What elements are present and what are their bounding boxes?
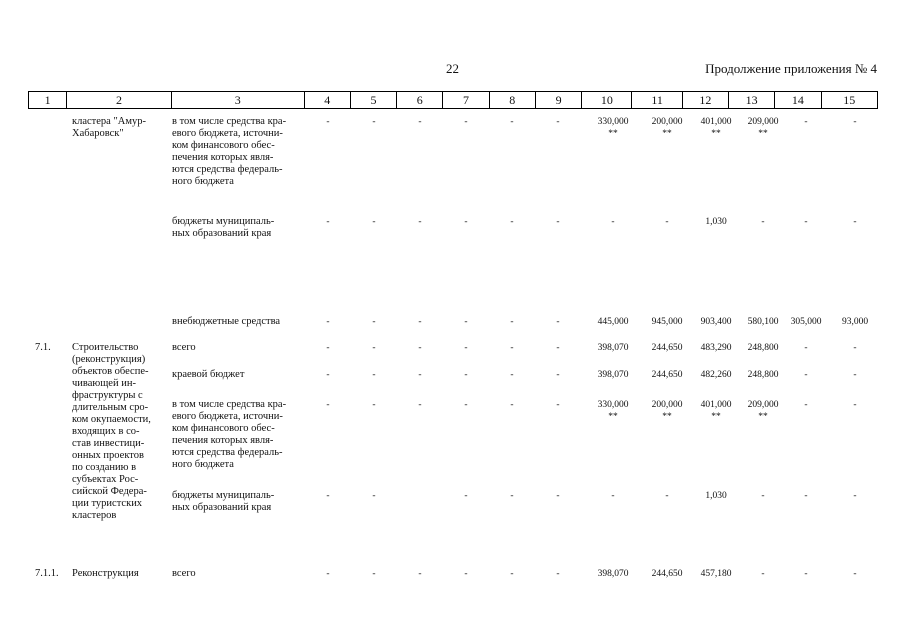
value-cell: -: [326, 400, 330, 410]
column-header: 8: [489, 92, 535, 109]
value-cell: -: [556, 343, 560, 353]
funding-source: в том числе средства кра- евого бюджета, источни- ком финансового обес- печения которых явля- ются средства федераль- ного бюджета: [172, 399, 287, 470]
value-cell: -: [372, 317, 376, 327]
column-header: 14: [775, 92, 821, 109]
value-cell: 445,000: [597, 317, 629, 327]
continuation-label: Продолжение приложения № 4: [705, 61, 877, 76]
value-cell: -: [761, 491, 765, 501]
value-cell: -: [464, 569, 468, 579]
row-name: Строительство (реконструкция) объектов обеспе- чивающей ин- фраструктуры с длительным сро- ком окупаемости, входящих в со- став инвестици- онных проектов по созданию в субъектах Рос- сийской Федера- ции туристских кластеров: [72, 342, 151, 521]
value-cell: 401,000 **: [700, 400, 732, 422]
value-cell: -: [464, 117, 468, 127]
value-cell: -: [464, 317, 468, 327]
column-header: 3: [171, 92, 304, 109]
column-header: 15: [821, 92, 877, 109]
value-cell: -: [853, 217, 857, 227]
funding-source: краевой бюджет: [172, 369, 245, 380]
value-cell: -: [418, 569, 422, 579]
value-cell: -: [418, 370, 422, 380]
value-cell: -: [510, 117, 514, 127]
value-cell: -: [510, 569, 514, 579]
value-cell: -: [761, 217, 765, 227]
value-cell: -: [372, 491, 376, 501]
funding-source: внебюджетные средства: [172, 316, 281, 327]
value-cell: -: [510, 217, 514, 227]
funding-source: всего: [172, 342, 196, 353]
value-cell: -: [853, 400, 857, 410]
value-cell: 209,000 **: [747, 400, 779, 422]
value-cell: -: [804, 400, 808, 410]
column-header: 7: [443, 92, 489, 109]
value-cell: 244,650: [651, 370, 683, 380]
value-cell: -: [326, 370, 330, 380]
value-cell: 1,030: [705, 491, 727, 501]
value-cell: -: [853, 343, 857, 353]
value-cell: -: [372, 343, 376, 353]
funding-source: всего: [172, 568, 196, 579]
value-cell: 200,000 **: [651, 117, 683, 139]
value-cell: -: [418, 400, 422, 410]
value-cell: -: [510, 400, 514, 410]
value-cell: 457,180: [700, 569, 732, 579]
row-name: кластера "Амур- Хабаровск": [72, 116, 146, 139]
column-header: 5: [350, 92, 396, 109]
value-cell: 398,070: [597, 370, 629, 380]
value-cell: -: [853, 569, 857, 579]
value-cell: -: [804, 343, 808, 353]
value-cell: -: [418, 217, 422, 227]
value-cell: 330,000 **: [597, 117, 629, 139]
value-cell: 401,000 **: [700, 117, 732, 139]
value-cell: -: [556, 317, 560, 327]
value-cell: 398,070: [597, 569, 629, 579]
column-header: 9: [535, 92, 581, 109]
value-cell: 1,030: [705, 217, 727, 227]
value-cell: 93,000: [841, 317, 869, 327]
column-header: 13: [729, 92, 775, 109]
column-header: 4: [304, 92, 350, 109]
value-cell: -: [326, 317, 330, 327]
value-cell: -: [556, 217, 560, 227]
value-cell: -: [611, 491, 615, 501]
value-cell: -: [372, 217, 376, 227]
value-cell: -: [464, 343, 468, 353]
value-cell: -: [372, 370, 376, 380]
value-cell: 398,070: [597, 343, 629, 353]
value-cell: -: [665, 491, 669, 501]
value-cell: -: [510, 370, 514, 380]
value-cell: 244,650: [651, 343, 683, 353]
value-cell: -: [510, 343, 514, 353]
value-cell: -: [556, 491, 560, 501]
value-cell: -: [853, 370, 857, 380]
value-cell: -: [418, 343, 422, 353]
row-number: 7.1.1.: [35, 568, 59, 579]
value-cell: -: [326, 117, 330, 127]
value-cell: -: [804, 217, 808, 227]
value-cell: 200,000 **: [651, 400, 683, 422]
value-cell: -: [464, 217, 468, 227]
column-header: 1: [29, 92, 67, 109]
value-cell: 248,800: [747, 370, 779, 380]
value-cell: 244,650: [651, 569, 683, 579]
value-cell: -: [804, 569, 808, 579]
value-cell: -: [556, 569, 560, 579]
column-header: 11: [632, 92, 682, 109]
value-cell: 483,290: [700, 343, 732, 353]
value-cell: -: [464, 370, 468, 380]
value-cell: -: [556, 400, 560, 410]
value-cell: -: [326, 569, 330, 579]
value-cell: -: [804, 370, 808, 380]
column-header: 12: [682, 92, 728, 109]
column-header: 2: [67, 92, 172, 109]
value-cell: 945,000: [651, 317, 683, 327]
value-cell: -: [510, 491, 514, 501]
value-cell: -: [326, 491, 330, 501]
value-cell: -: [418, 317, 422, 327]
value-cell: -: [464, 491, 468, 501]
column-header: 10: [582, 92, 632, 109]
value-cell: -: [556, 370, 560, 380]
value-cell: 580,100: [747, 317, 779, 327]
value-cell: -: [510, 317, 514, 327]
value-cell: -: [326, 343, 330, 353]
value-cell: 209,000 **: [747, 117, 779, 139]
value-cell: -: [372, 117, 376, 127]
funding-source: бюджеты муниципаль- ных образований края: [172, 490, 275, 513]
column-header: 6: [397, 92, 443, 109]
value-cell: -: [804, 117, 808, 127]
value-cell: -: [853, 491, 857, 501]
row-name: Реконструкция: [72, 568, 139, 579]
value-cell: -: [665, 217, 669, 227]
value-cell: -: [611, 217, 615, 227]
value-cell: 305,000: [790, 317, 822, 327]
value-cell: 482,260: [700, 370, 732, 380]
value-cell: -: [326, 217, 330, 227]
value-cell: 248,800: [747, 343, 779, 353]
value-cell: -: [853, 117, 857, 127]
value-cell: -: [418, 117, 422, 127]
value-cell: -: [556, 117, 560, 127]
value-cell: -: [804, 491, 808, 501]
funding-source: в том числе средства кра- евого бюджета, источни- ком финансового обес- печения которых явля- ются средства федераль- ного бюджета: [172, 116, 287, 187]
page-number: 22: [446, 61, 459, 76]
row-number: 7.1.: [35, 342, 51, 353]
funding-source: бюджеты муниципаль- ных образований края: [172, 216, 275, 239]
value-cell: -: [761, 569, 765, 579]
value-cell: -: [372, 569, 376, 579]
value-cell: 330,000 **: [597, 400, 629, 422]
value-cell: 903,400: [700, 317, 732, 327]
value-cell: -: [372, 400, 376, 410]
value-cell: -: [464, 400, 468, 410]
